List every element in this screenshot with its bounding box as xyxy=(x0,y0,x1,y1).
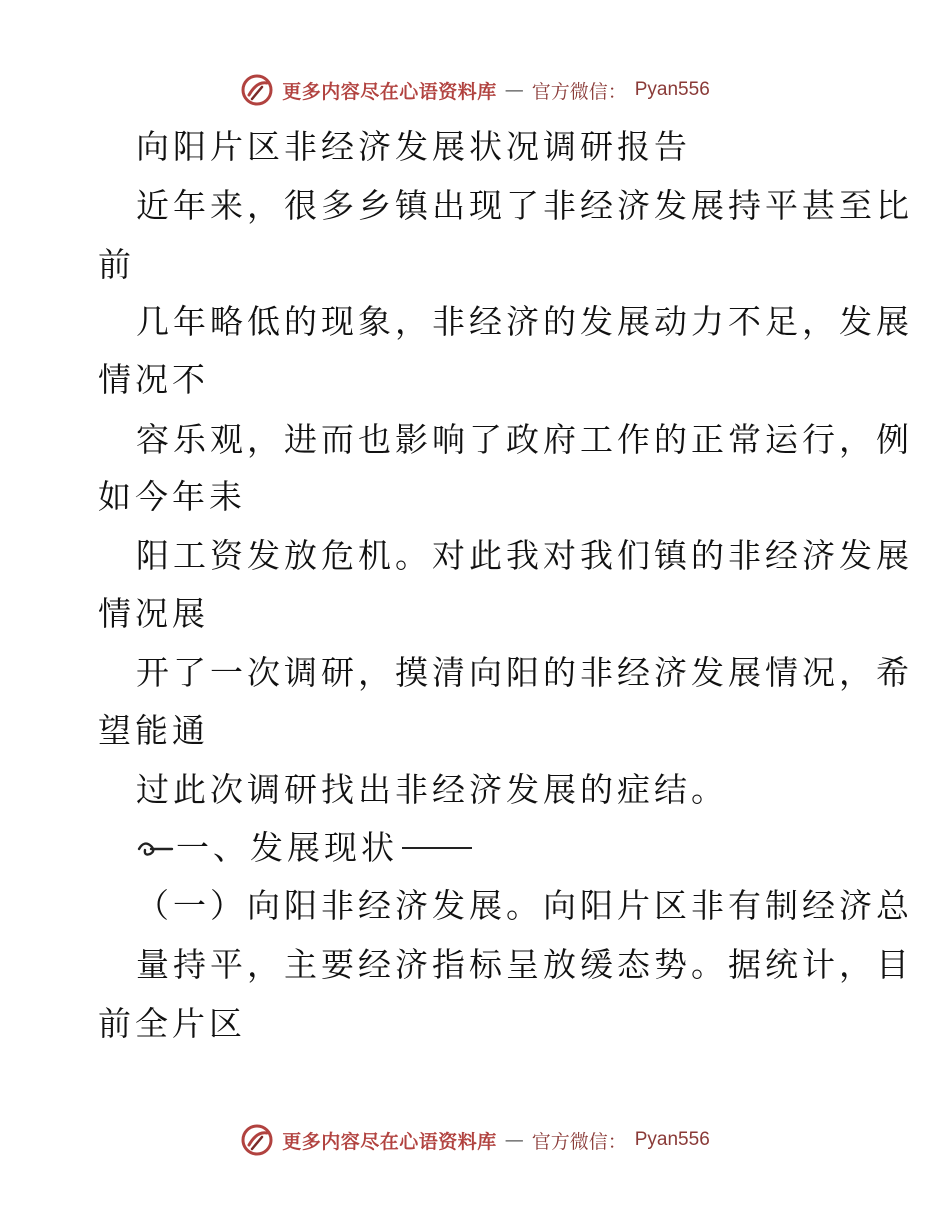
watermark-official-label: 官方微信： xyxy=(531,80,627,103)
body-line: 量持平，主要经济指标呈放缓态势。据统计，目 xyxy=(136,945,913,984)
watermark-header xyxy=(0,70,950,110)
section-heading xyxy=(98,828,896,868)
watermark-main-text: 更多内容尽在心语资料库 xyxy=(282,1130,497,1153)
body-line: 前全片区 xyxy=(98,1004,246,1043)
heading-rule xyxy=(402,847,472,849)
body-line: 望能通 xyxy=(98,711,209,750)
section-heading-text: 一、发展现状 xyxy=(176,828,398,867)
body-line: 情况不 xyxy=(98,360,209,399)
body-line: 容乐观，进而也影响了政府工作的正常运行，例 xyxy=(136,420,913,459)
watermark-official-label: 官方微信： xyxy=(531,1130,627,1153)
brush-logo-icon xyxy=(240,73,274,107)
ornament-swirl-icon xyxy=(136,837,176,861)
body-line: 前 xyxy=(98,245,135,284)
body-line: 开了一次调研，摸清向阳的非经济发展情况，希 xyxy=(136,653,913,692)
watermark-main-text: 更多内容尽在心语资料库 xyxy=(282,80,497,103)
watermark-separator: — xyxy=(504,1129,524,1151)
body-line: 如今年耒 xyxy=(98,477,246,516)
body-line: 过此次调研找出非经济发展的症结。 xyxy=(136,770,728,809)
watermark-separator: — xyxy=(504,79,524,101)
body-line: 阳工资发放危机。对此我对我们镇的非经济发展 xyxy=(136,536,913,575)
body-line: 近年来，很多乡镇出现了非经济发展持平甚至比 xyxy=(136,186,913,225)
watermark-wechat-id: Pyan556 xyxy=(634,1129,710,1150)
watermark-footer xyxy=(0,1120,950,1160)
body-line: 几年略低的现象，非经济的发展动力不足，发展 xyxy=(136,302,913,341)
body-line: （一）向阳非经济发展。向阳片区非有制经济总 xyxy=(136,886,913,925)
brush-logo-icon xyxy=(240,1123,274,1157)
watermark-wechat-id: Pyan556 xyxy=(634,79,710,100)
body-line: 情况展 xyxy=(98,594,209,633)
document-title: 向阳片区非经济发展状况调研报告 xyxy=(136,127,691,166)
